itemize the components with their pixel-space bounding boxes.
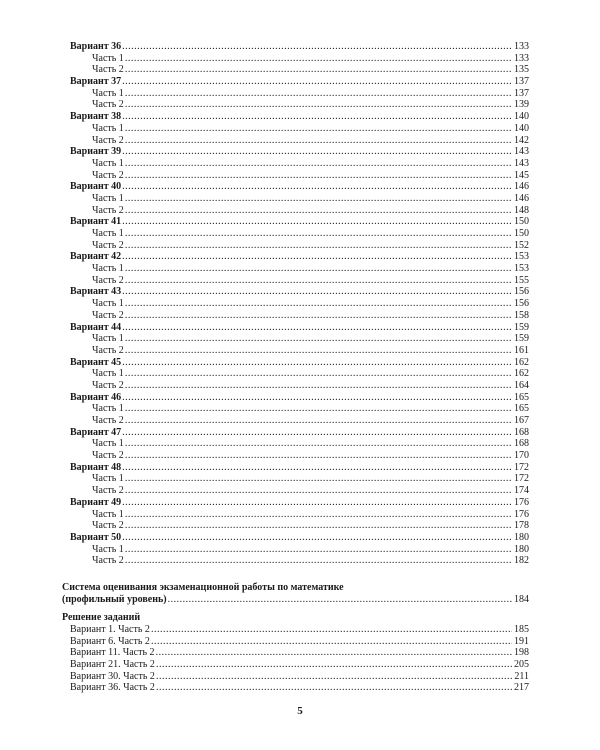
toc-entry-label: Часть 2: [92, 520, 124, 532]
leader-dots: [125, 333, 512, 345]
toc-entry[interactable]: [70, 357, 529, 369]
toc-entry[interactable]: [70, 275, 529, 287]
toc-entry-label: Часть 1: [92, 52, 124, 64]
toc-entry[interactable]: [62, 636, 529, 648]
toc-entry-page: 168: [514, 438, 529, 450]
toc-entry-label: Вариант 46: [70, 391, 122, 403]
toc-entry-label: Вариант 21. Часть 2: [70, 659, 155, 671]
toc-entry-page: 150: [514, 228, 529, 239]
toc-entry-page: 178: [514, 520, 529, 532]
toc-entry-label: Часть 2: [92, 99, 124, 111]
toc-entry[interactable]: [70, 99, 529, 111]
toc-entry[interactable]: [70, 509, 529, 521]
toc-entry-page: 205: [514, 659, 529, 671]
leader-dots: [125, 193, 512, 205]
toc-entry-label: Часть 1: [92, 368, 124, 380]
toc-entry[interactable]: [70, 450, 529, 462]
toc-entry-label: Часть 2: [92, 204, 124, 216]
toc-entry-label: Вариант 44: [70, 321, 122, 333]
toc-entry[interactable]: [70, 146, 529, 158]
toc-entry-label: Вариант 48: [70, 461, 122, 473]
toc-entry-page: 150: [514, 216, 529, 228]
leader-dots: [125, 123, 512, 135]
toc-entry-label: Часть 2: [92, 274, 124, 286]
leader-dots: [125, 99, 512, 111]
leader-dots: [122, 497, 512, 509]
toc-entry-label: Часть 1: [92, 508, 124, 520]
toc-entry[interactable]: [70, 158, 529, 170]
toc-entry[interactable]: [70, 53, 529, 65]
toc-entry-label: Часть 1: [92, 298, 124, 310]
leader-dots: [125, 450, 512, 462]
leader-dots: [125, 205, 512, 217]
toc-entry[interactable]: [70, 415, 529, 427]
toc-entry[interactable]: [70, 544, 529, 556]
toc-entry-label: Часть 1: [92, 87, 124, 99]
toc-entry-page: 217: [514, 682, 529, 694]
toc-entry-label: Часть 1: [92, 228, 124, 239]
toc-entry[interactable]: [70, 170, 529, 182]
toc-entry-page: 180: [514, 531, 529, 543]
toc-entry-page: 164: [514, 379, 529, 391]
toc-entry[interactable]: [70, 310, 529, 322]
toc-entry-label: Часть 2: [92, 415, 124, 426]
toc-entry-page: 133: [514, 41, 529, 52]
leader-dots: [122, 146, 512, 158]
toc-entry-page: 165: [514, 391, 529, 403]
toc-entry[interactable]: [70, 555, 529, 567]
leader-dots: [125, 438, 512, 450]
toc-entry[interactable]: [70, 322, 529, 334]
leader-dots: [122, 322, 512, 334]
toc-entry-label: Вариант 37: [70, 76, 122, 88]
toc-entry-page: 172: [514, 473, 529, 485]
toc-entry-label: Вариант 30. Часть 2: [70, 670, 155, 682]
toc-entry-label: Часть 1: [92, 192, 124, 204]
toc-entry-page: 155: [514, 274, 529, 286]
toc-entry[interactable]: [70, 298, 529, 310]
toc-entry-label: Вариант 50: [70, 531, 122, 543]
leader-dots: [122, 427, 512, 439]
toc-entry-page: 137: [514, 76, 529, 88]
toc-entry-page: 139: [514, 99, 529, 111]
toc-entry-page: 170: [514, 450, 529, 462]
toc-entry-label: Вариант 41: [70, 216, 122, 228]
toc-entry-page: 176: [514, 508, 529, 520]
leader-dots: [125, 135, 512, 147]
toc-entry-label: Вариант 45: [70, 356, 122, 368]
leader-dots: [122, 181, 512, 193]
toc-entry[interactable]: [70, 41, 529, 53]
toc-entry[interactable]: [62, 659, 529, 671]
toc-entry[interactable]: [70, 403, 529, 415]
leader-dots: [125, 275, 512, 287]
toc-entry[interactable]: [70, 427, 529, 439]
toc-entry[interactable]: [70, 193, 529, 205]
toc-entry-label: Вариант 47: [70, 426, 122, 438]
toc-entry[interactable]: [70, 438, 529, 450]
toc-entry[interactable]: [70, 135, 529, 147]
solutions-heading: Решение заданий: [62, 612, 141, 623]
leader-dots: [125, 473, 512, 485]
toc-entry[interactable]: [70, 111, 529, 123]
toc-entry-page: 161: [514, 344, 529, 356]
toc-entry[interactable]: [62, 682, 529, 694]
leader-dots: [125, 485, 512, 497]
toc-entry-label: Часть 2: [92, 64, 124, 76]
toc-entry[interactable]: [70, 368, 529, 380]
leader-dots: [122, 216, 512, 228]
toc-entry-page: 146: [514, 192, 529, 204]
toc-entry-label: Вариант 43: [70, 286, 122, 298]
toc-entry-page: 159: [514, 321, 529, 333]
grading-title-line2: (профильный уровень): [62, 594, 167, 605]
toc-entry-page: 174: [514, 485, 529, 497]
toc-entry-page: 146: [514, 181, 529, 193]
leader-dots: [125, 380, 512, 392]
toc-entry-page: 198: [514, 647, 529, 659]
toc-entry-page: 137: [514, 87, 529, 99]
leader-dots: [125, 555, 512, 567]
toc-entry-page: 167: [514, 415, 529, 426]
toc-entry-page: 185: [514, 624, 529, 635]
toc-entry[interactable]: [70, 497, 529, 509]
page-number: 5: [297, 705, 303, 717]
leader-dots: [122, 286, 512, 298]
leader-dots: [125, 509, 512, 521]
solutions-section: [62, 612, 529, 694]
toc-entry-page: 176: [514, 496, 529, 508]
toc-entry-page: 180: [514, 543, 529, 555]
leader-dots: [125, 345, 512, 357]
toc-entry[interactable]: [70, 88, 529, 100]
toc-entry[interactable]: [70, 333, 529, 345]
toc-entry-page: 156: [514, 286, 529, 298]
toc-entry-label: Вариант 6. Часть 2: [70, 635, 150, 647]
toc-entry-page: 140: [514, 111, 529, 123]
leader-dots: [122, 357, 512, 369]
grading-page-number: 184: [514, 594, 529, 605]
toc-entry[interactable]: [70, 205, 529, 217]
toc-entry-page: 148: [514, 204, 529, 216]
leader-dots: [125, 298, 512, 310]
toc-entry-page: 140: [514, 122, 529, 134]
leader-dots: [125, 170, 512, 182]
leader-dots: [125, 240, 512, 252]
toc-entry-page: 159: [514, 333, 529, 345]
leader-dots: [125, 228, 512, 240]
toc-entry[interactable]: [70, 380, 529, 392]
toc-entry[interactable]: [70, 240, 529, 252]
leader-dots: [122, 532, 512, 544]
toc-entry-page: 158: [514, 309, 529, 321]
grading-system-entry: [62, 582, 529, 606]
leader-dots: [156, 671, 512, 683]
toc-entry-label: Вариант 39: [70, 146, 122, 158]
leader-dots: [156, 682, 512, 694]
toc-entry-page: 135: [514, 64, 529, 76]
toc-entry[interactable]: [70, 392, 529, 404]
toc-entry-label: Часть 2: [92, 379, 124, 391]
toc-entry-page: 165: [514, 403, 529, 415]
leader-dots: [125, 53, 512, 65]
leader-dots: [168, 594, 512, 606]
toc-entry-label: Вариант 11. Часть 2: [70, 647, 155, 659]
toc-entry-page: 168: [514, 426, 529, 438]
leader-dots: [125, 263, 512, 275]
toc-entry-label: Вариант 36: [70, 41, 122, 52]
toc-entry-page: 153: [514, 251, 529, 263]
toc-entry-page: 143: [514, 157, 529, 169]
toc-entry-label: Часть 1: [92, 122, 124, 134]
toc-entry-label: Часть 1: [92, 473, 124, 485]
toc-entry-page: 153: [514, 263, 529, 275]
toc-entry-label: Вариант 36. Часть 2: [70, 682, 155, 694]
table-of-contents: [70, 41, 529, 567]
toc-entry-label: Вариант 49: [70, 496, 122, 508]
toc-entry-label: Часть 1: [92, 263, 124, 275]
toc-entry-page: 142: [514, 134, 529, 146]
toc-entry-page: 133: [514, 52, 529, 64]
toc-entry[interactable]: [70, 286, 529, 298]
toc-entry[interactable]: [70, 532, 529, 544]
toc-entry-label: Часть 1: [92, 543, 124, 555]
toc-entry-page: 143: [514, 146, 529, 158]
toc-entry-label: Часть 2: [92, 485, 124, 497]
toc-entry[interactable]: [70, 485, 529, 497]
leader-dots: [125, 368, 512, 380]
toc-entry-page: 182: [514, 555, 529, 567]
toc-entry[interactable]: [70, 263, 529, 275]
toc-entry-label: Часть 1: [92, 157, 124, 169]
toc-entry-page: 191: [514, 635, 529, 647]
toc-entry-label: Вариант 42: [70, 251, 122, 263]
leader-dots: [125, 544, 512, 556]
toc-entry-label: Вариант 40: [70, 181, 122, 193]
leader-dots: [122, 251, 512, 263]
toc-entry-page: 172: [514, 461, 529, 473]
leader-dots: [156, 659, 512, 671]
leader-dots: [125, 158, 512, 170]
toc-entry-label: Часть 2: [92, 344, 124, 356]
toc-entry-label: Вариант 1. Часть 2: [70, 624, 150, 635]
toc-entry[interactable]: [70, 462, 529, 474]
solutions-list: [62, 624, 529, 694]
toc-entry-page: 162: [514, 368, 529, 380]
toc-entry-label: Часть 2: [92, 450, 124, 462]
toc-entry[interactable]: [62, 647, 529, 659]
toc-entry-label: Вариант 38: [70, 111, 122, 123]
toc-entry[interactable]: [70, 216, 529, 228]
toc-entry-label: Часть 2: [92, 555, 124, 567]
toc-entry-page: 211: [514, 670, 529, 682]
toc-entry-label: Часть 1: [92, 403, 124, 415]
toc-entry[interactable]: [70, 251, 529, 263]
toc-entry-label: Часть 2: [92, 169, 124, 181]
leader-dots: [122, 76, 512, 88]
leader-dots: [125, 403, 512, 415]
toc-entry-label: Часть 2: [92, 309, 124, 321]
toc-entry-page: 145: [514, 169, 529, 181]
toc-entry-label: Часть 2: [92, 134, 124, 146]
toc-entry-label: Часть 1: [92, 333, 124, 345]
toc-entry-page: 162: [514, 356, 529, 368]
leader-dots: [122, 392, 512, 404]
toc-entry[interactable]: [70, 123, 529, 135]
leader-dots: [122, 462, 512, 474]
toc-entry-label: Часть 2: [92, 239, 124, 251]
leader-dots: [125, 415, 512, 427]
toc-entry[interactable]: [70, 181, 529, 193]
toc-entry[interactable]: [70, 76, 529, 88]
leader-dots: [151, 624, 512, 636]
grading-title-line1: Система оценивания экзаменационной работы по математике: [62, 582, 344, 593]
leader-dots: [125, 520, 512, 532]
toc-entry[interactable]: [70, 473, 529, 485]
toc-entry[interactable]: [70, 64, 529, 76]
leader-dots: [125, 310, 512, 322]
leader-dots: [122, 111, 512, 123]
leader-dots: [151, 636, 512, 648]
toc-entry[interactable]: [62, 624, 529, 636]
leader-dots: [122, 41, 512, 53]
toc-entry[interactable]: [70, 520, 529, 532]
toc-entry[interactable]: [70, 345, 529, 357]
leader-dots: [125, 64, 512, 76]
toc-entry-label: Часть 1: [92, 438, 124, 450]
leader-dots: [125, 88, 512, 100]
grading-title-row[interactable]: [62, 594, 529, 606]
toc-entry[interactable]: [70, 228, 529, 240]
leader-dots: [156, 647, 512, 659]
toc-entry-page: 156: [514, 298, 529, 310]
toc-entry[interactable]: [62, 671, 529, 683]
toc-entry-page: 152: [514, 239, 529, 251]
